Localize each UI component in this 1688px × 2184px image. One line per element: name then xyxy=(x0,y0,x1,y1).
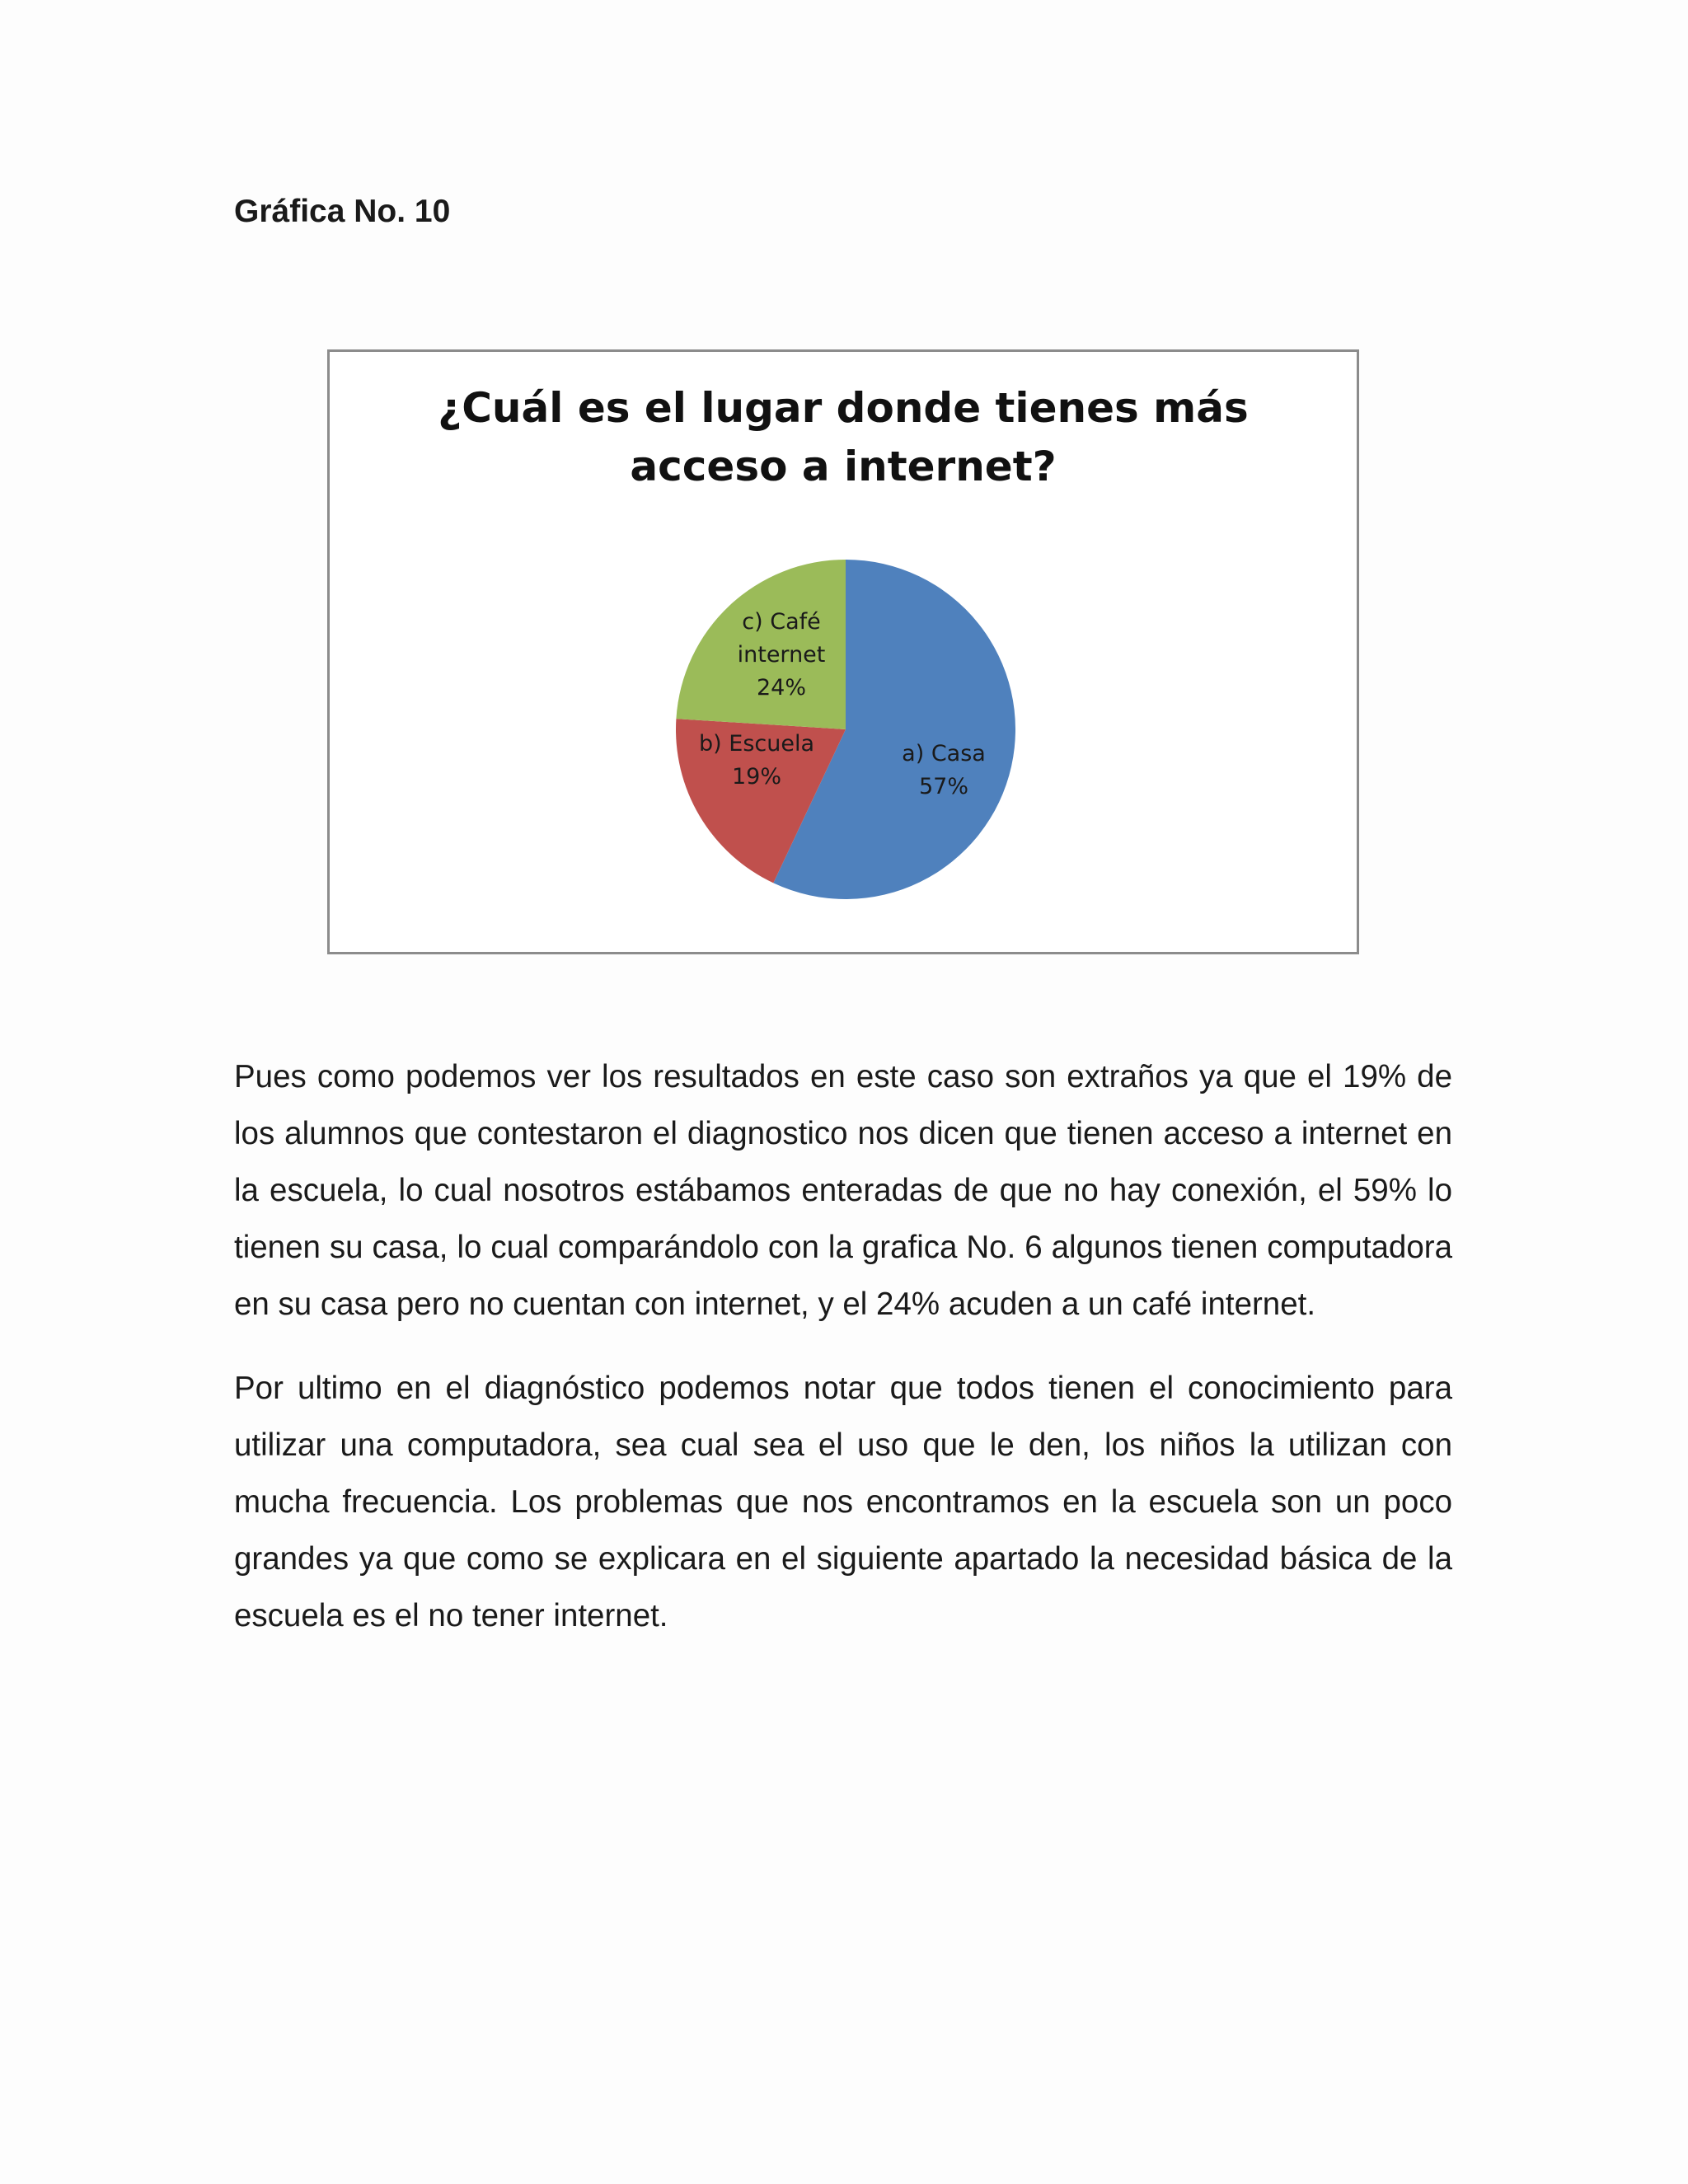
chart-title-line-2: acceso a internet? xyxy=(630,443,1057,490)
pie-slice-label-3: c) Café internet 24% xyxy=(737,609,826,701)
chart-title-line-1: ¿Cuál es el lugar donde tienes más xyxy=(438,384,1249,432)
page-heading: Gráfica No. 10 xyxy=(234,194,451,229)
paragraph-2: Por ultimo en el diagnóstico podemos notar que todos tienen el conocimiento para utilizar una computadora, sea cual sea el uso que le den, los niños la utilizan con mucha frecuencia. Los problemas que nos encontramos en la escuela son un poco grandes ya que como se explicara en el siguiente apartado la necesidad básica de la escuela es el no tener internet. xyxy=(234,1371,1452,1633)
body-text xyxy=(234,1048,1452,1671)
pie-slice-label-2: b) Escuela 19% xyxy=(699,731,814,790)
pie-chart-frame xyxy=(327,349,1359,954)
pie-slice-label-1: a) Casa 57% xyxy=(902,741,986,799)
pie-chart xyxy=(330,352,1357,952)
paragraph-1: Pues como podemos ver los resultados en este caso son extraños ya que el 19% de los alumnos que contestaron el diagnostico nos dicen que tienen acceso a internet en la escuela, lo cual nosotros estábamos enteradas de que no hay conexión, el 59% lo tienen su casa, lo cual comparándolo con la grafica No. 6 algunos tienen computadora en su casa pero no cuentan con internet, y el 24% acuden a un café internet. xyxy=(234,1059,1452,1322)
